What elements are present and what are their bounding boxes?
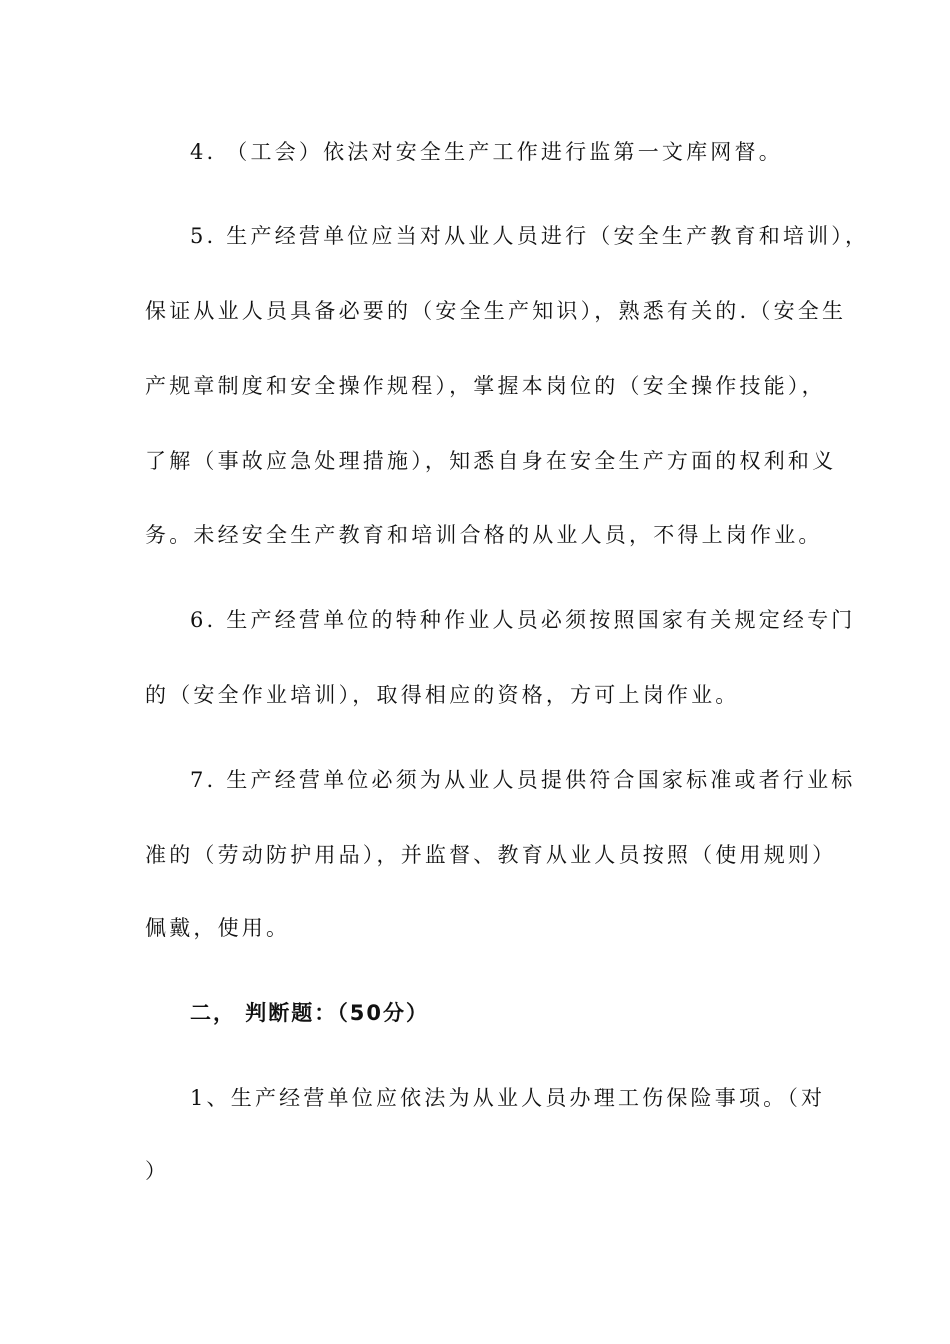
judgment-item-1-line-1: 1、生产经营单位应依法为从业人员办理工伤保险事项。（对	[190, 1086, 826, 1110]
section-heading: 二， 判断题：（50分）	[190, 1001, 430, 1025]
item-7-line-2: 准的（劳动防护用品），并监督、教育从业人员按照（使用规则）	[145, 843, 837, 867]
item-6-line-1: 6. 生产经营单位的特种作业人员必须按照国家有关规定经专门	[190, 608, 856, 632]
item-6-line-2: 的（安全作业培训），取得相应的资格，方可上岗作业。	[145, 683, 740, 707]
item-4-line: 4. （工会）依法对安全生产工作进行监第一文库网督。	[190, 140, 783, 164]
item-7-line-3: 佩戴，使用。	[145, 916, 291, 940]
item-7-line-1: 7. 生产经营单位必须为从业人员提供符合国家标准或者行业标	[190, 768, 856, 792]
item-5-line-5: 务。未经安全生产教育和培训合格的从业人员，不得上岗作业。	[145, 523, 823, 547]
item-5-line-1: 5. 生产经营单位应当对从业人员进行（安全生产教育和培训），	[190, 224, 870, 248]
judgment-item-1-line-2: ）	[145, 1159, 170, 1183]
item-5-line-3: 产规章制度和安全操作规程），掌握本岗位的（安全操作技能），	[145, 374, 826, 398]
item-5-line-2: 保证从业人员具备必要的（安全生产知识），熟悉有关的.（安全生	[145, 299, 847, 323]
item-5-line-4: 了解（事故应急处理措施），知悉自身在安全生产方面的权利和义	[145, 449, 837, 473]
